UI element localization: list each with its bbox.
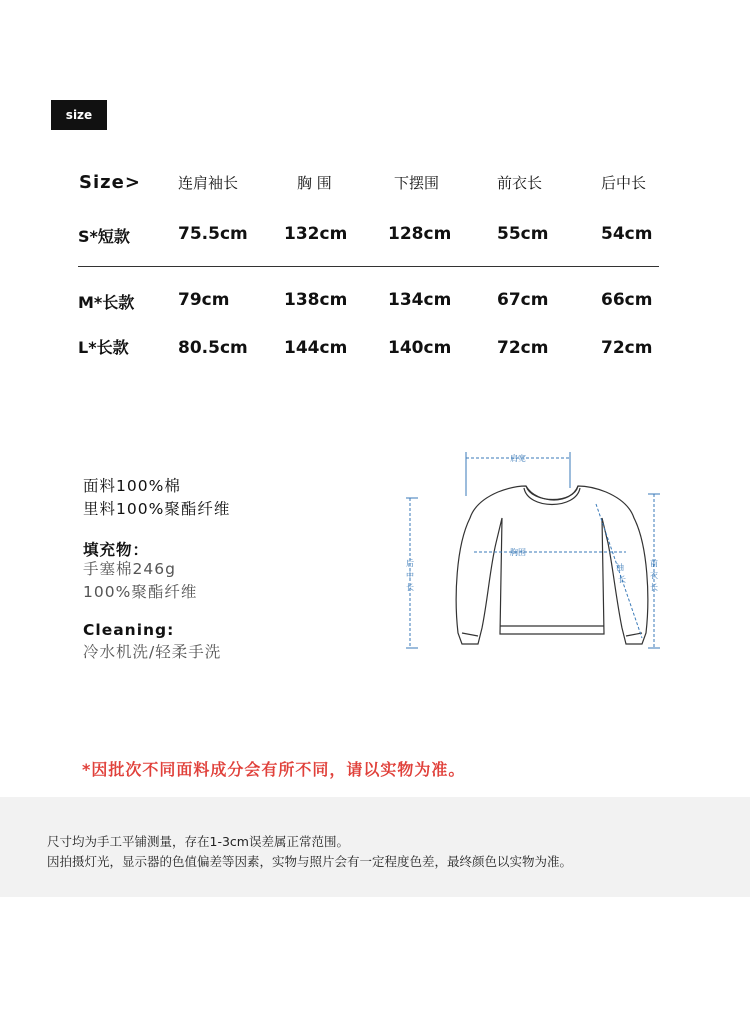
table-cell: 132cm bbox=[284, 224, 348, 244]
filling-composition: 100%聚酯纤维 bbox=[83, 583, 198, 601]
table-cell: 138cm bbox=[284, 290, 348, 310]
table-divider bbox=[78, 266, 659, 267]
footer-panel bbox=[0, 797, 750, 897]
header-front-length: 前衣长 bbox=[497, 174, 543, 192]
table-cell: 67cm bbox=[497, 290, 549, 310]
table-cell: 54cm bbox=[601, 224, 653, 244]
header-hem: 下摆围 bbox=[394, 174, 440, 192]
table-cell: 140cm bbox=[388, 338, 452, 358]
row-l-size: L*长款 bbox=[78, 338, 129, 357]
fabric-line: 面料100%棉 bbox=[83, 477, 181, 495]
table-cell: 128cm bbox=[388, 224, 452, 244]
size-tag: size bbox=[51, 100, 107, 130]
filling-weight: 手塞棉246g bbox=[83, 560, 176, 578]
row-m-size: M*长款 bbox=[78, 293, 135, 312]
table-cell: 72cm bbox=[497, 338, 549, 358]
table-cell: 75.5cm bbox=[178, 224, 248, 244]
table-cell: 144cm bbox=[284, 338, 348, 358]
back-length-label-1: 后 bbox=[406, 559, 414, 568]
table-cell: 79cm bbox=[178, 290, 230, 310]
table-cell: 66cm bbox=[601, 290, 653, 310]
row-s-size: S*短款 bbox=[78, 227, 130, 246]
table-cell: 134cm bbox=[388, 290, 452, 310]
front-length-label-1: 前 bbox=[650, 559, 658, 568]
table-cell: 80.5cm bbox=[178, 338, 248, 358]
back-length-label-2: 中 bbox=[406, 571, 414, 580]
chest-label: 胸围 bbox=[510, 548, 526, 557]
cleaning-title: Cleaning: bbox=[83, 621, 175, 639]
sleeve-label-2: 长 bbox=[618, 575, 626, 584]
header-chest: 胸 围 bbox=[297, 174, 332, 192]
front-length-label-3: 长 bbox=[650, 583, 658, 592]
table-cell: 55cm bbox=[497, 224, 549, 244]
shoulder-label: 肩宽 bbox=[510, 454, 526, 463]
back-length-label-3: 长 bbox=[406, 583, 414, 592]
sweater-diagram bbox=[398, 448, 678, 670]
table-cell: 72cm bbox=[601, 338, 653, 358]
front-length-label-2: 衣 bbox=[650, 571, 658, 580]
measure-lines bbox=[406, 452, 660, 648]
footer-line-2: 因拍摄灯光，显示器的色值偏差等因素，实物与照片会有一定程度色差，最终颜色以实物为准。 bbox=[47, 854, 573, 869]
sleeve-label-1: 袖 bbox=[616, 563, 624, 572]
footer-line-1: 尺寸均为手工平铺测量，存在1-3cm误差属正常范围。 bbox=[47, 834, 349, 849]
header-sleeve-length: 连肩袖长 bbox=[178, 174, 239, 192]
header-back-length: 后中长 bbox=[601, 174, 647, 192]
header-size: Size> bbox=[79, 172, 141, 193]
cleaning-text: 冷水机洗/轻柔手洗 bbox=[83, 643, 222, 661]
lining-line: 里料100%聚酯纤维 bbox=[83, 500, 231, 518]
filling-title: 填充物： bbox=[83, 541, 150, 559]
batch-note: *因批次不同面料成分会有所不同，请以实物为准。 bbox=[82, 760, 466, 779]
